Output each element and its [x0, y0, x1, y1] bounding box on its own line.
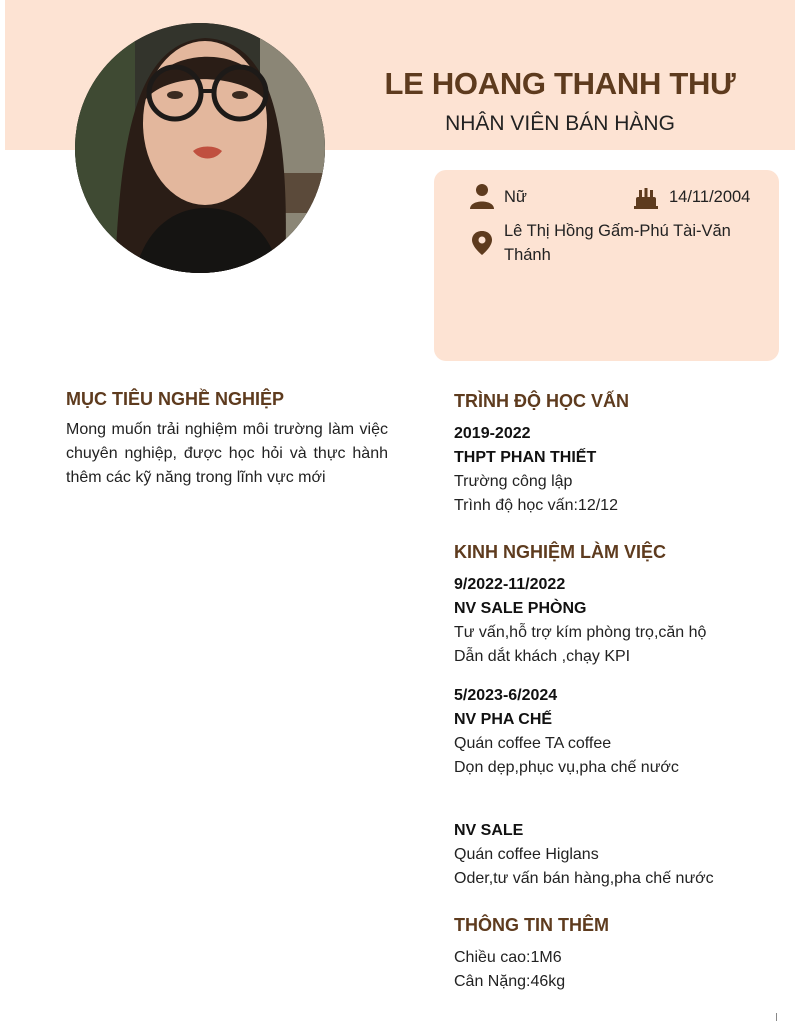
address-line1: Lê Thị Hồng Gấm-Phú Tài-Văn	[504, 222, 731, 240]
job-period: 9/2022-11/2022	[454, 576, 566, 593]
profile-photo	[75, 23, 325, 273]
candidate-name: LE HOANG THANH THƯ	[384, 66, 736, 101]
extra-info-line: Chiều cao:1M6	[454, 949, 562, 966]
objective-title: MỤC TIÊU NGHỀ NGHIỆP	[66, 389, 285, 409]
extra-info-line: Cân Nặng:46kg	[454, 973, 566, 990]
cake-icon	[633, 184, 659, 210]
gender-value: Nữ	[504, 188, 527, 206]
job-detail: Dẫn dắt khách ,chạy KPI	[454, 648, 631, 665]
education-line: Trường công lập	[454, 473, 573, 490]
job-role: NV PHA CHẾ	[454, 711, 553, 728]
objective-text: Mong muốn trải nghiệm môi trường làm việc chuyên nghiệp, được học hỏi và thực hành thêm các kỹ năng trong lĩnh vực mới	[66, 421, 388, 486]
address-line2: Thánh	[504, 246, 551, 264]
person-icon	[469, 183, 495, 209]
job-detail: Tư vấn,hỗ trợ kím phòng trọ,căn hộ	[454, 624, 707, 641]
job-detail: Oder,tư vấn bán hàng,pha chế nước	[454, 870, 714, 887]
education-title: TRÌNH ĐỘ HỌC VẤN	[454, 391, 629, 411]
page-corner-mark	[776, 1013, 777, 1021]
experience-title: KINH NGHIỆM LÀM VIỆC	[454, 542, 667, 562]
portrait-illustration	[75, 23, 325, 273]
education-school: THPT PHAN THIẾT	[454, 449, 597, 466]
education-period: 2019-2022	[454, 425, 531, 442]
job-detail: Quán coffee Higlans	[454, 846, 599, 863]
education-line: Trình độ học vấn:12/12	[454, 497, 618, 514]
birthday-value: 14/11/2004	[669, 188, 751, 206]
job-role: NV SALE	[454, 822, 524, 839]
location-pin-icon	[469, 230, 495, 256]
extra-info-title: THÔNG TIN THÊM	[454, 915, 609, 935]
job-period: 5/2023-6/2024	[454, 687, 558, 704]
job-detail: Quán coffee TA coffee	[454, 735, 612, 752]
job-position: NHÂN VIÊN BÁN HÀNG	[445, 112, 675, 135]
job-detail: Dọn dẹp,phục vụ,pha chế nước	[454, 759, 679, 776]
job-role: NV SALE PHÒNG	[454, 600, 587, 617]
